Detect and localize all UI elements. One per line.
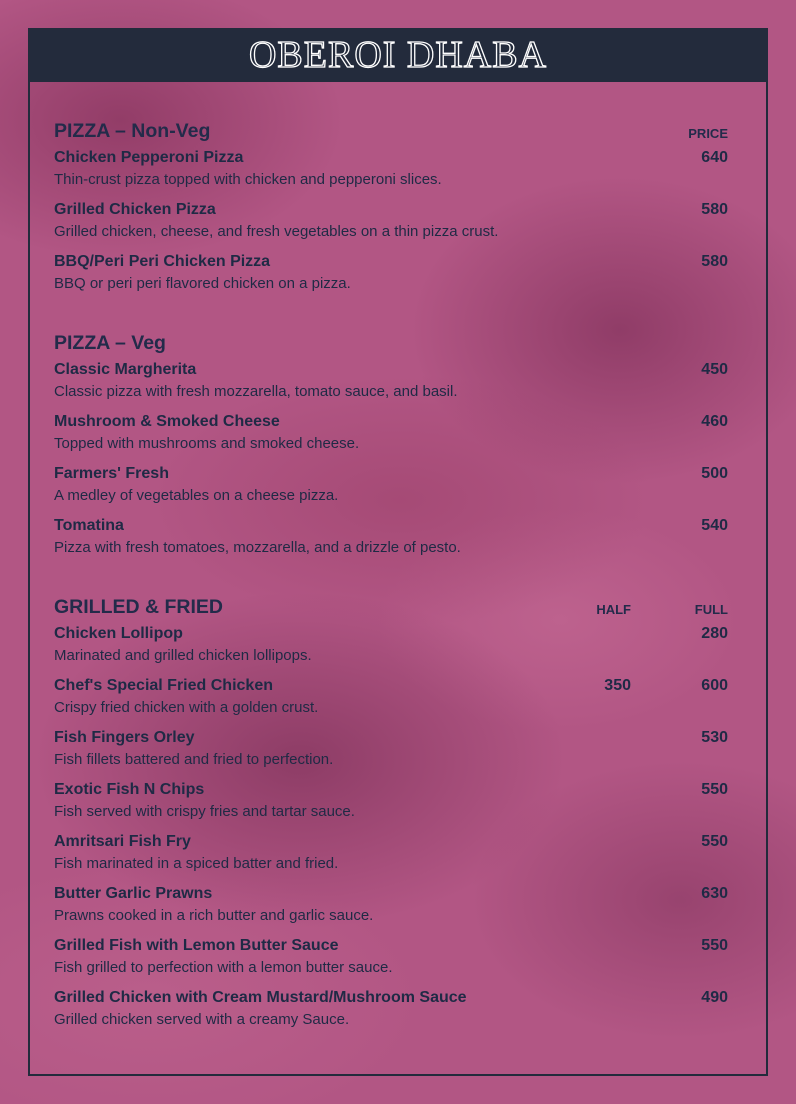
item-description: Grilled chicken served with a creamy Sauce. (54, 1011, 350, 1028)
menu-item (54, 624, 728, 676)
section-header (54, 596, 728, 624)
item-description: A medley of vegetables on a cheese pizza. (54, 487, 339, 504)
menu-item (54, 780, 728, 832)
menu-item (54, 200, 728, 252)
menu-item (54, 148, 728, 200)
item-description: Fish grilled to perfection with a lemon butter sauce. (54, 959, 393, 976)
menu-item (54, 728, 728, 780)
item-description: Pizza with fresh tomatoes, mozzarella, and a drizzle of pesto. (54, 539, 461, 556)
item-name: Farmers' Fresh (54, 465, 169, 482)
item-price: 540 (701, 517, 728, 534)
item-description: Fish served with crispy fries and tartar sauce. (54, 803, 355, 820)
item-name: Fish Fingers Orley (54, 729, 195, 746)
item-price: 630 (701, 885, 728, 902)
item-name: Grilled Fish with Lemon Butter Sauce (54, 937, 339, 954)
menu-header (28, 28, 768, 82)
section-title: PIZZA – Non-Veg (54, 120, 211, 142)
item-price: 500 (701, 465, 728, 482)
restaurant-title: OBEROI DHABA (248, 34, 548, 76)
item-name: Chicken Lollipop (54, 625, 183, 642)
menu-item (54, 516, 728, 568)
item-description: Thin-crust pizza topped with chicken and pepperoni slices. (54, 171, 442, 188)
item-price: 550 (701, 937, 728, 954)
section-pizza-non-veg (54, 120, 728, 304)
section-grilled-fried (54, 596, 728, 1040)
item-price: 600 (701, 677, 728, 694)
menu-item (54, 464, 728, 516)
item-price: 550 (701, 833, 728, 850)
half-column-label: HALF (596, 602, 631, 617)
menu-item (54, 936, 728, 988)
item-description: Prawns cooked in a rich butter and garlic sauce. (54, 907, 374, 924)
menu-item (54, 252, 728, 304)
menu-item (54, 832, 728, 884)
item-name: Chef's Special Fried Chicken (54, 677, 273, 694)
menu-item (54, 884, 728, 936)
item-price: 550 (701, 781, 728, 798)
menu-item (54, 988, 728, 1040)
item-name: BBQ/Peri Peri Chicken Pizza (54, 253, 271, 270)
item-name: Chicken Pepperoni Pizza (54, 149, 244, 166)
item-description: Fish fillets battered and fried to perfection. (54, 751, 334, 768)
item-name: Exotic Fish N Chips (54, 781, 205, 798)
item-description: Marinated and grilled chicken lollipops. (54, 647, 312, 664)
item-description: BBQ or peri peri flavored chicken on a pizza. (54, 275, 351, 292)
section-pizza-veg (54, 332, 728, 568)
item-name: Tomatina (54, 517, 124, 534)
item-price: 640 (701, 149, 728, 166)
item-name: Grilled Chicken with Cream Mustard/Mushroom Sauce (54, 989, 467, 1006)
item-name: Classic Margherita (54, 361, 197, 378)
menu-item (54, 676, 728, 728)
section-header (54, 120, 728, 148)
section-title: PIZZA – Veg (54, 332, 166, 354)
item-description: Grilled chicken, cheese, and fresh vegetables on a thin pizza crust. (54, 223, 499, 240)
item-price: 280 (701, 625, 728, 642)
item-price: 530 (701, 729, 728, 746)
section-title: GRILLED & FRIED (54, 596, 223, 618)
item-price: 580 (701, 201, 728, 218)
item-price: 580 (701, 253, 728, 270)
menu-item (54, 412, 728, 464)
full-column-label: FULL (694, 602, 728, 617)
item-price: 490 (701, 989, 728, 1006)
item-price: 460 (701, 413, 728, 430)
item-description: Fish marinated in a spiced batter and fried. (54, 855, 339, 872)
price-column-label: PRICE (688, 126, 728, 141)
item-description: Topped with mushrooms and smoked cheese. (54, 435, 360, 452)
item-description: Crispy fried chicken with a golden crust. (54, 699, 319, 716)
item-name: Butter Garlic Prawns (54, 885, 213, 902)
item-description: Classic pizza with fresh mozzarella, tomato sauce, and basil. (54, 383, 458, 400)
item-name: Mushroom & Smoked Cheese (54, 413, 280, 430)
section-header (54, 332, 728, 360)
menu-item (54, 360, 728, 412)
item-half-price: 350 (604, 677, 631, 694)
item-price: 450 (701, 361, 728, 378)
item-name: Amritsari Fish Fry (54, 833, 191, 850)
item-name: Grilled Chicken Pizza (54, 201, 216, 218)
